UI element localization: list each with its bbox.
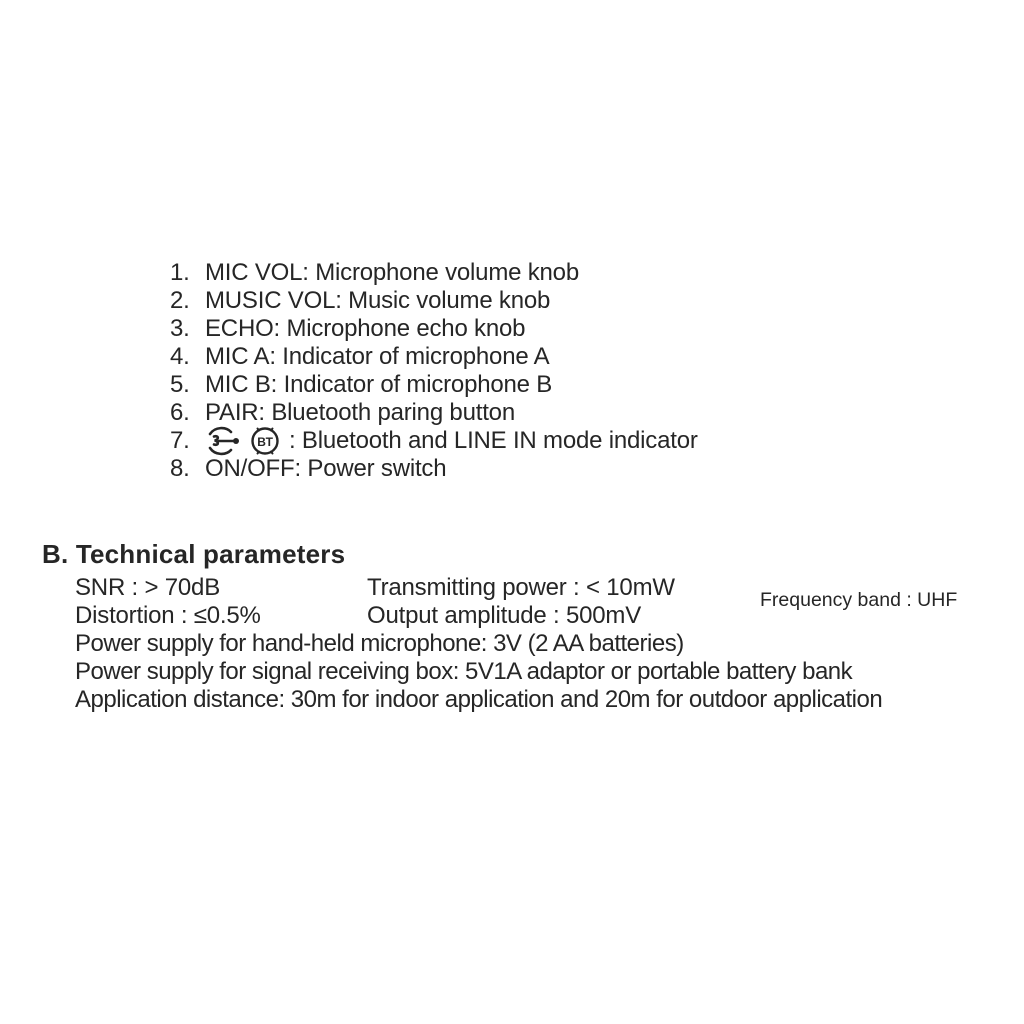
bluetooth-badge-icon [248, 424, 282, 458]
list-item-text: ECHO: Microphone echo knob [205, 315, 526, 342]
param-snr: SNR : > 70dB [75, 574, 221, 601]
param-application-distance: Application distance: 30m for indoor application and 20m for outdoor application [75, 686, 883, 713]
param-power-supply-mic: Power supply for hand-held microphone: 3V (2 AA batteries) [75, 630, 684, 657]
list-item-text: PAIR: Bluetooth paring button [205, 399, 515, 426]
list-item [170, 455, 698, 483]
param-power-supply-box: Power supply for signal receiving box: 5V1A adaptor or portable battery bank [75, 658, 853, 685]
list-item [170, 371, 698, 399]
list-item-text: MIC B: Indicator of microphone B [205, 371, 553, 398]
param-output-amplitude: Output amplitude : 500mV [367, 602, 642, 629]
list-item-text: ON/OFF: Power switch [205, 455, 447, 482]
param-distortion: Distortion : ≤0.5% [75, 602, 261, 629]
list-item-number: 3. [170, 315, 190, 342]
list-item-number: 6. [170, 399, 190, 426]
list-item [170, 343, 698, 371]
list-item [170, 259, 698, 287]
list-item-number: 7. [170, 427, 190, 454]
list-item-text: : Bluetooth and LINE IN mode indicator [289, 427, 698, 454]
section-heading: B. Technical parameters [42, 539, 346, 569]
list-item-number: 5. [170, 371, 190, 398]
list-item-text: MUSIC VOL: Music volume knob [205, 287, 551, 314]
list-item-number: 1. [170, 259, 190, 286]
param-transmitting-power: Transmitting power : < 10mW [367, 574, 675, 601]
wireless-signal-icon [205, 424, 241, 458]
list-item [170, 399, 698, 427]
list-item-number: 8. [170, 455, 190, 482]
param-frequency-band: Frequency band : UHF [760, 589, 958, 611]
list-item-text: MIC A: Indicator of microphone A [205, 343, 550, 370]
list-item-number: 2. [170, 287, 190, 314]
list-item-number: 4. [170, 343, 190, 370]
bt-label: BT [257, 435, 273, 449]
list-item-mode-indicator [170, 427, 698, 455]
list-item-text: MIC VOL: Microphone volume knob [205, 259, 579, 286]
list-item [170, 315, 698, 343]
controls-list [170, 259, 698, 483]
list-item [170, 287, 698, 315]
